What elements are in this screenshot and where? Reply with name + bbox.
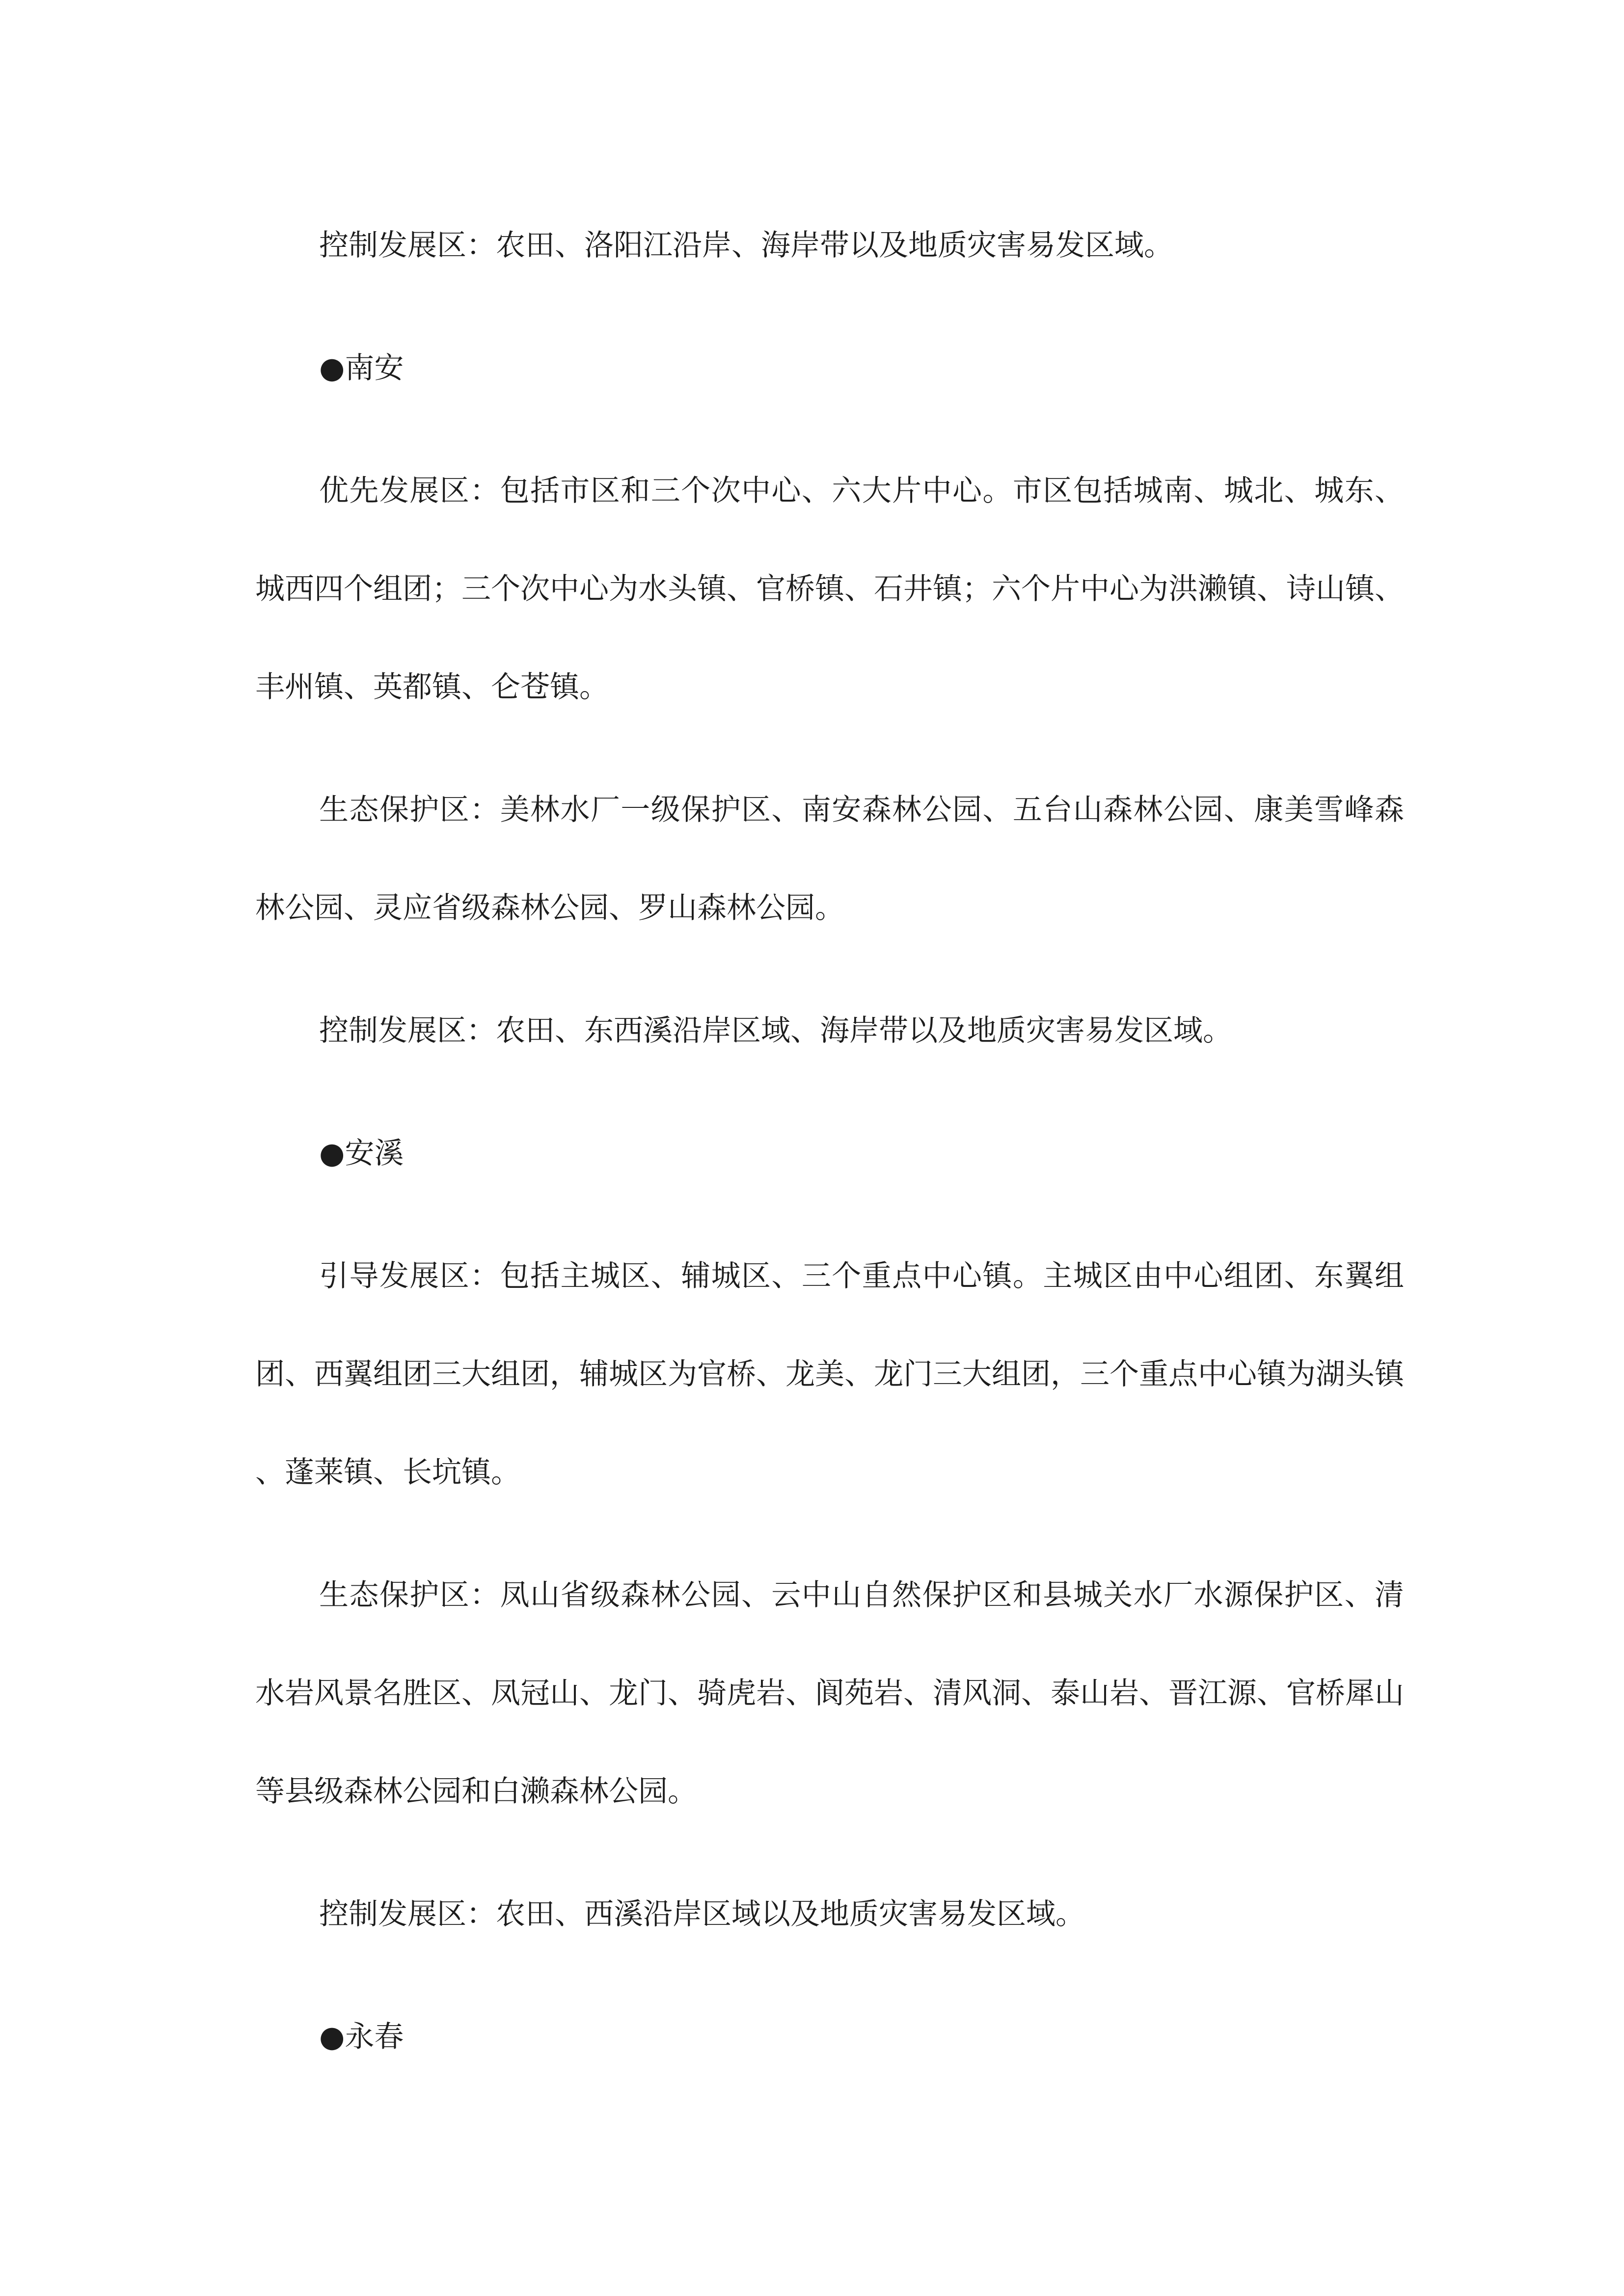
paragraph-eco-zone-anxi: 生态保护区：凤山省级森林公园、云中山自然保护区和县城关水厂水源保护区、清水岩风景名胜区、凤冠山、龙门、骑虎岩、阆苑岩、清风洞、泰山岩、晋江源、官桥犀山等县级森林公园和白濑森林公园。 — [255, 1578, 1404, 1809]
paragraph-control-zone-luoyang: 控制发展区：农田、洛阳江沿岸、海岸带以及地质灾害易发区域。 — [319, 228, 1173, 263]
paragraph-eco-zone-nanan: 生态保护区：美林水厂一级保护区、南安森林公园、五台山森林公园、康美雪峰森林公园、灵应省级森林公园、罗山森林公园。 — [255, 793, 1404, 925]
paragraph-control-zone-anxi: 控制发展区：农田、西溪沿岸区域以及地质灾害易发区域。 — [319, 1897, 1085, 1931]
paragraph-priority-zone-nanan: 优先发展区：包括市区和三个次中心、六大片中心。市区包括城南、城北、城东、城西四个组团；三个次中心为水头镇、官桥镇、石井镇；六个片中心为洪濑镇、诗山镇、丰州镇、英都镇、仑苍镇。 — [255, 474, 1404, 704]
document-body — [255, 196, 1404, 2086]
paragraph-control-zone-nanan: 控制发展区：农田、东西溪沿岸区域、海岸带以及地质灾害易发区域。 — [319, 1014, 1232, 1048]
section-heading-nanan: ●南安 — [319, 351, 404, 385]
paragraph-guided-zone-anxi: 引导发展区：包括主城区、辅城区、三个重点中心镇。主城区由中心组团、东翼组团、西翼组团三大组团，辅城区为官桥、龙美、龙门三大组团，三个重点中心镇为湖头镇、蓬莱镇、长坑镇。 — [255, 1259, 1404, 1490]
section-heading-anxi: ●安溪 — [319, 1136, 404, 1171]
section-heading-yongchun: ●永春 — [319, 2020, 404, 2054]
